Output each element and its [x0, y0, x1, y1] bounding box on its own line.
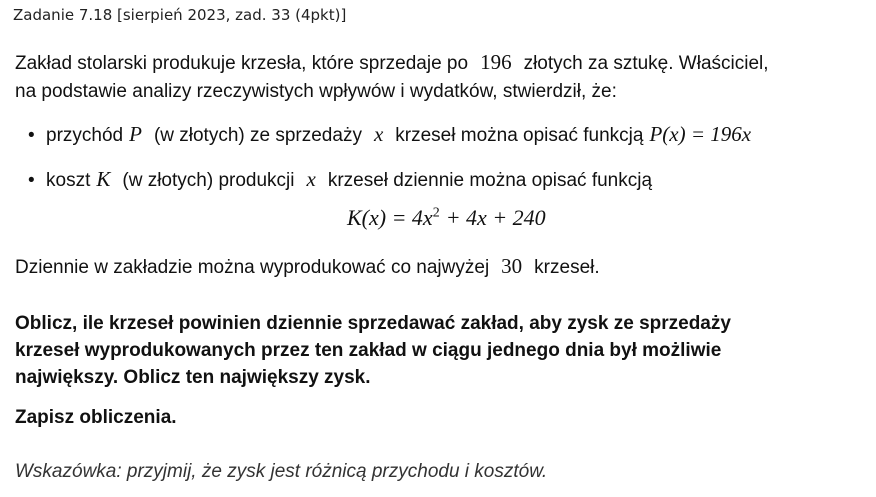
intro-paragraph — [15, 48, 769, 106]
var-k: K — [96, 167, 111, 191]
cost-formula-rhs: + 4x + 240 — [445, 205, 546, 230]
var-p: P — [129, 122, 142, 146]
var-x: x — [306, 167, 316, 191]
task-line-2: krzeseł wyprodukowanych przez ten zakład w ciągu jednego dnia był możliwie — [15, 340, 722, 361]
revenue-formula: P(x) = 196x — [649, 122, 752, 146]
cost-formula-lhs: K(x) = 4x — [347, 205, 433, 230]
intro-line-2: na podstawie analizy rzeczywistych wpływów i wydatków, stwierdził, że: — [15, 81, 617, 102]
intro-line-1 — [15, 48, 769, 78]
bullet-cost — [28, 165, 652, 195]
write-calculations-note: Zapisz obliczenia. — [15, 407, 177, 428]
var-x: x — [373, 122, 384, 146]
task-header: Zadanie 7.18 [sierpień 2023, zad. 33 (4pkt)] — [13, 6, 347, 24]
bullet-dot: • — [28, 170, 35, 191]
hint-text: Wskazówka: przyjmij, że zysk jest różnicą przychodu i kosztów. — [15, 461, 548, 482]
task-line-3: największy. Oblicz ten największy zysk. — [15, 367, 371, 388]
bullet-revenue-text-a: przychód — [46, 125, 124, 146]
limit-text-b: krzeseł. — [534, 257, 600, 278]
bullet-cost-text-c: krzeseł dziennie można opisać funkcją — [327, 170, 653, 191]
intro-text-2: złotych za sztukę. Właściciel, — [523, 53, 769, 74]
task-instruction — [15, 310, 731, 391]
bullet-revenue-text-c: krzeseł można opisać funkcją — [395, 125, 644, 146]
task-line-1: Oblicz, ile krzeseł powinien dziennie sprzedawać zakład, aby zysk ze sprzedaży — [15, 313, 731, 334]
bullet-cost-text-b: (w złotych) produkcji — [122, 170, 295, 191]
price-value: 196 — [480, 50, 512, 74]
limit-line — [15, 252, 600, 282]
bullet-revenue — [28, 120, 751, 150]
cost-formula — [347, 205, 546, 231]
bullet-revenue-text-b: (w złotych) ze sprzedaży — [153, 125, 362, 146]
limit-number: 30 — [501, 254, 523, 278]
intro-text-1: Zakład stolarski produkuje krzesła, które sprzedaje po — [15, 53, 469, 74]
bullet-dot: • — [28, 125, 35, 146]
cost-formula-exponent: 2 — [432, 205, 440, 221]
limit-text-a: Dziennie w zakładzie można wyprodukować co najwyżej — [15, 257, 490, 278]
bullet-cost-text-a: koszt — [46, 170, 91, 191]
